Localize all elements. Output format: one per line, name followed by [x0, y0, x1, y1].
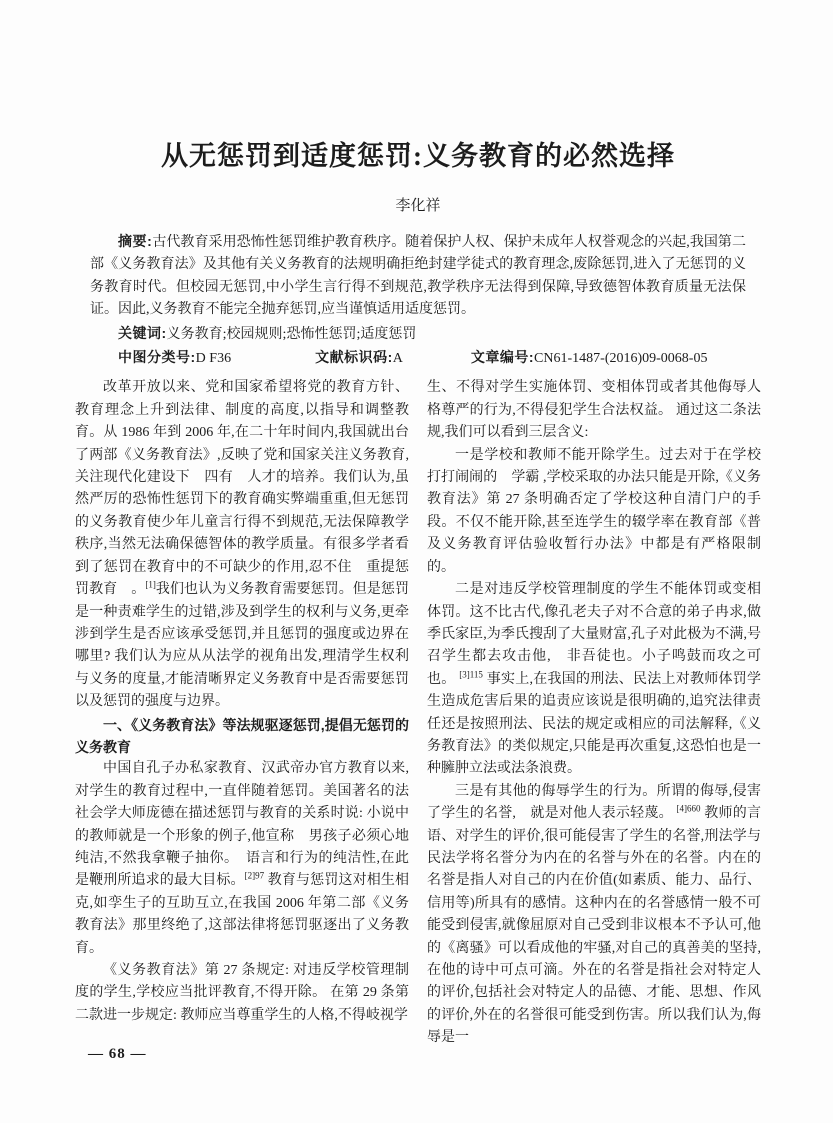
article-id	[471, 351, 708, 366]
page-content	[75, 0, 761, 1050]
paragraph-text: 《义务教育法》第 27 条规定: 对违反学校管理制度的学生,学校应当批评教育,不得开除。 在第 29 条第二款进一步规定: 教师应当尊重学生的人格,不得岐视学	[75, 963, 409, 1023]
citation-ref: [2]97	[244, 870, 265, 881]
keywords-text: 义务教育;校园规则;恐怖性惩罚;适度惩罚	[166, 326, 417, 342]
clc-number	[118, 351, 231, 366]
body-paragraph	[427, 781, 761, 1050]
paragraph-text: 三是有其他的侮辱学生的行为。所谓的侮辱,侵害了学生的名誉, 就是对他人表示轻蔑。	[427, 783, 761, 822]
page-title: 从无惩罚到适度惩罚:义务教育的必然选择	[161, 141, 675, 171]
abstract-label: 摘要:	[118, 233, 153, 249]
body-paragraph	[75, 758, 409, 960]
paragraph-text: 中国自孔子办私家教育、汉武帝办官方教育以来,对学生的教育过程中,一直伴随着惩罚。美国著名的法社会学大师庞德在描述惩罚与教育的关系时说: 小说中的教师就是一个形象的例子,他宣称 男孩子必须心地纯洁,不然我拿鞭子抽你。 语言和行为的纯洁性,在此是鞭刑所追求的最大目标。	[75, 761, 409, 889]
paragraph-text: 我们也认为义务教育需要惩罚。但是惩罚是一种责难学生的过错,涉及到学生的权利与义务,更牵涉到学生是否应该承受惩罚,并且惩罚的强度或边界在哪里? 我们认为应从从法学的视角出发,理清学生权利与义务的度量,才能清晰界定义务教育中是否需要惩罚以及惩罚的强度与边界。	[75, 582, 410, 710]
article-id-label: 文章编号:	[470, 349, 535, 366]
paragraph-text: 事实上,在我国的刑法、民法上对教师体罚学生造成危害后果的追责应该说是很明确的,追究法律责任还是按照刑法、民法的规定或相应的司法解释,《义务教育法》的类似规定,只能是再次重复,这恐怕也是一种臃肿立法或法条浪费。	[427, 671, 762, 777]
paragraph-text: 教育与惩罚这对相生相克,如孪生子的互助互立,在我国 2006 年第二部《义务教育法》那里终绝了,这部法律将惩罚驱逐出了义务教育。	[75, 873, 410, 956]
body-columns	[75, 377, 761, 1049]
body-paragraph	[75, 377, 409, 713]
keywords-label: 关键词:	[118, 324, 167, 341]
paragraph-text: 二是对违反学校管理制度的学生不能体罚或变相体罚。这不比古代,像孔老夫子对不合意的弟子冉求,做季氏家臣,为季氏搜刮了大量财富,孔子对此极为不满,号召学生都去攻击他, 非吾徒也。小子鸣鼓而攻之可也。	[427, 582, 761, 687]
section-heading	[75, 714, 409, 759]
article-id-value: CN61-1487-(2016)09-0068-05	[534, 351, 708, 367]
body-column-left	[75, 377, 409, 1049]
document-code-label: 文献标识码:	[315, 349, 393, 366]
body-paragraph	[427, 445, 761, 579]
document-code-value: A	[392, 351, 403, 367]
abstract	[90, 230, 746, 322]
citation-ref: [4]660	[676, 803, 701, 814]
keywords	[90, 322, 746, 346]
front-matter	[90, 230, 746, 370]
paragraph-text: 一、《义务教育法》等法规驱逐惩罚,提倡无惩罚的义务教育	[75, 716, 409, 755]
meta-line	[90, 346, 746, 370]
body-paragraph	[75, 960, 409, 1027]
clc-value: D F36	[195, 351, 232, 367]
citation-ref: [3]115	[459, 669, 483, 680]
body-paragraph	[427, 579, 761, 781]
body-paragraph	[427, 377, 761, 444]
body-column-right	[427, 377, 761, 1049]
paragraph-text: 一是学校和教师不能开除学生。过去对于在学校打打闹闹的 学霸 ,学校采取的办法只能是开除,《义务教育法》第 27 条明确否定了学校这种自清门户的手段。不仅不能开除,甚至连学生的辍学率在教育部《普及义务教育评估验收暂行办法》中都是有严格限制的。	[427, 447, 761, 575]
document-code	[315, 351, 403, 366]
citation-ref: [1]	[145, 579, 156, 590]
clc-label: 中图分类号:	[118, 349, 196, 366]
paragraph-text: 改革开放以来、党和国家希望将党的教育方针、教育理念上升到法律、制度的高度,以指导和调整教育。从 1986 年到 2006 年,在二十年时间内,我国就出台了两部《义务教育法》,反映了党和国家关注义务教育,关注现代化建设下 四有 人才的培养。我们认为,虽然严厉的恐怖性惩罚下的教育确实弊端重重,但无惩罚的义务教育使少年儿童言行得不到规范,无法保障教学秩序,当然无法确保德智体的教学质量。有很多学者看到了惩罚在教育中的不可缺少的作用,忍不住 重提惩罚教育 。	[75, 380, 409, 598]
page-number: — 68 —	[88, 1046, 147, 1062]
paragraph-text: 生、不得对学生实施体罚、变相体罚或者其他侮辱人格尊严的行为,不得侵犯学生合法权益。 通过这二条法规,我们可以看到三层含义:	[427, 380, 761, 441]
paragraph-text: 教师的言语、对学生的评价,很可能侵害了学生的名誉,刑法学与民法学将名誉分为内在的名誉与外在的名誉。内在的名誉是指人对自己的内在价值(如素质、能力、品行、信用等)所具有的感情。这种内在的名誉感情一般不可能受到侵害,就像屈原对自己受到非议根本不予认可,他的《离骚》可以看成他的牢骚,对自己的真善美的坚持,在他的诗中可点可滴。外在的名誉是指社会对特定人的评价,包括社会对特定人的品德、才能、思想、作风的评价,外在的名誉很可能受到伤害。所以我们认为,侮辱是一	[427, 806, 762, 1046]
abstract-text: 古代教育采用恐怖性惩罚维护教育秩序。随着保护人权、保护未成年人权誉观念的兴起,我国第二部《义务教育法》及其他有关义务教育的法规明确拒绝封建学徒式的教育理念,废除惩罚,进入了无惩罚的义务教育时代。但校园无惩罚,中小学生言行得不到规范,教学秩序无法得到保障,导致德智体教育质量无法保证。因此,义务教育不能完全抛弃惩罚,应当谨慎适用适度惩罚。	[90, 235, 746, 318]
author-name: 李化祥	[395, 198, 441, 214]
